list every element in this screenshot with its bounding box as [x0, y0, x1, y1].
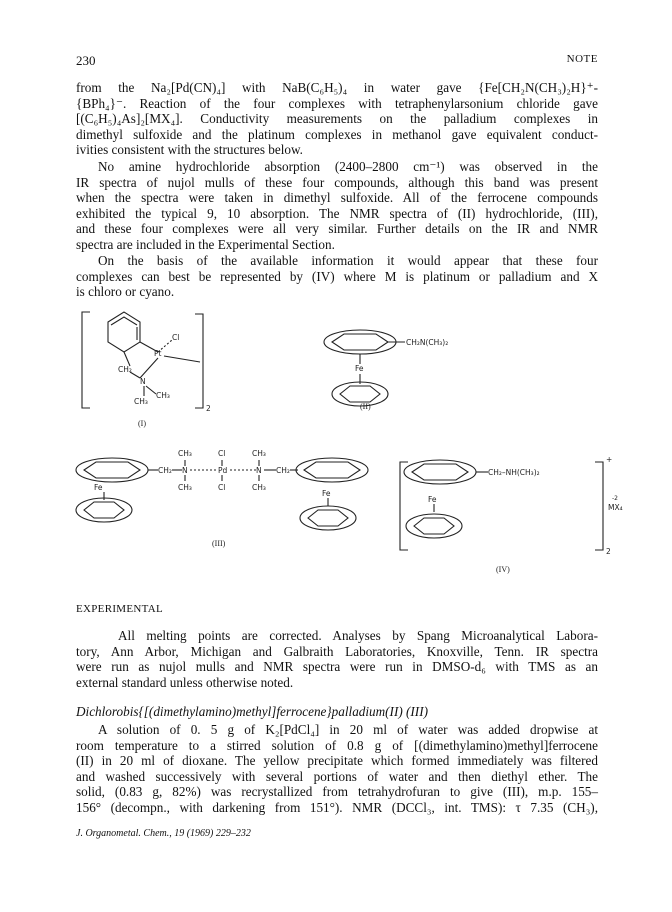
substituent-label: CH₂–NH(CH₃)₂ [488, 468, 540, 477]
text-line: dimethyl sulfoxide and the platinum complexes in methanol gave equivalent conduct- [76, 126, 598, 142]
pt-label: Pt [154, 349, 162, 358]
running-head: NOTE [566, 53, 598, 65]
cl-label: Cl [172, 333, 180, 342]
subscript-label: 2 [206, 404, 211, 413]
amine-paragraph [76, 159, 598, 253]
cl-label: Cl [218, 449, 226, 458]
journal-footer: J. Organometal. Chem., 19 (1969) 229–232 [76, 828, 251, 839]
ch3-label: CH₃ [252, 449, 266, 458]
text-line: spectra are included in the Experimental Section. [76, 236, 335, 252]
text-line: 156° (decompn., with darkening from 151°). NMR (DCCl₃, int. TMS): τ 7.35 (CH₃), [76, 799, 598, 815]
text-line: room temperature to a stirred solution of 0.8 g of [(dimethylamino)methyl]ferrocene [76, 737, 598, 753]
structure-caption: (I) [138, 419, 146, 428]
text-line: were run as nujol mulls and NMR spectra were run in DMSO-d₆ with TMS as an [76, 659, 598, 675]
subsection-heading: Dichlorobis{[(dimethylamino)methyl]ferrocene}palladium(II) (III) [76, 704, 428, 719]
text-line: On the basis of the available information it would appear that these four [98, 253, 598, 268]
text-line: IR spectra of nujol mulls of these four compounds, although this band was present [76, 174, 598, 190]
fe-label: Fe [322, 489, 331, 498]
charge-label: + [606, 455, 613, 464]
text-line: [(C₆H₅)₄As]₂[MX₄]. Conductivity measurements on the palladium complexes in [76, 111, 598, 127]
text-line: tory, Ann Arbor, Michigan and Galbraith Laboratories, Knoxville, Tenn. IR spectra [76, 643, 598, 659]
synthesis-paragraph [76, 722, 598, 816]
text-line: (II) in 20 ml of dioxane. The yellow precipitate which formed immediately was filtered [76, 753, 598, 769]
n-label: N [140, 377, 146, 386]
text-line: solid, (0.83 g, 82%) was recrystallized from tetrahydrofuran to give (III), m.p. 155– [76, 784, 598, 800]
text-line: ivities consistent with the structures below. [76, 142, 303, 158]
structure-III [76, 449, 368, 548]
fe-label: Fe [94, 483, 103, 492]
text-line: from the Na₂[Pd(CN)₄] with NaB(C₆H₅)₄ in water gave {Fe[CH₂N(CH₃)₂H}⁺- [76, 80, 598, 95]
ch2-label: CH₂ [158, 466, 172, 475]
text-line: when the spectra were taken in dimethyl sulfoxide. All of the ferrocene compounds [76, 190, 598, 206]
text-line: external standard unless otherwise noted. [76, 674, 294, 690]
ch3-label: CH₃ [178, 449, 192, 458]
pd-label: Pd [218, 466, 228, 475]
text-line: and these four complexes were all very similar. Further details on the IR and NMR [76, 221, 598, 237]
structure-I [82, 312, 211, 428]
structure-II [324, 330, 448, 411]
text-line: is chloro or cyano. [76, 284, 175, 300]
text-line: complexes can best be represented by (IV) where M is platinum or palladium and X [76, 268, 598, 284]
ch3-label: CH₃ [252, 483, 266, 492]
structure-IV [400, 455, 623, 574]
ch3-label: CH₃ [178, 483, 192, 492]
anion-label: MX₄ [608, 503, 623, 512]
structure-caption: (IV) [496, 565, 510, 574]
text-line: and washed successively with several portions of water and then diethyl ether. The [76, 768, 598, 784]
n-label: N [182, 466, 188, 475]
ch2-label: CH₂ [276, 466, 290, 475]
text-line: exhibited the typical 9, 10 absorption. The NMR spectra of (II) hydrochloride, (III), [76, 205, 598, 221]
structures-figure [60, 300, 623, 590]
subscript-label: 2 [606, 547, 611, 556]
anion-charge: -2 [612, 495, 618, 502]
text-line: A solution of 0. 5 g of K₂[PdCl₄] in 20 ml of water was added dropwise at [98, 722, 598, 737]
fe-label: Fe [428, 495, 437, 504]
text-line: No amine hydrochloride absorption (2400–2800 cm⁻¹) was observed in the [98, 159, 598, 174]
intro-paragraph [76, 80, 598, 158]
text-line: All melting points are corrected. Analyses by Spang Microanalytical Labora- [118, 628, 598, 643]
structure-caption: (III) [212, 539, 226, 548]
ch2-label: CH₂ [118, 365, 132, 374]
conclusion-paragraph [76, 253, 598, 300]
substituent-label: CH₂N(CH₃)₂ [406, 338, 449, 347]
text-line: {BPh₄}⁻. Reaction of the four complexes with tetraphenylarsonium chloride gave [76, 95, 598, 111]
n-label: N [256, 466, 262, 475]
section-heading: EXPERIMENTAL [76, 603, 164, 615]
ch3-label: CH₃ [156, 391, 170, 400]
page-number: 230 [76, 53, 96, 68]
ch3-label: CH₃ [134, 397, 148, 406]
cl-label: Cl [218, 483, 226, 492]
experimental-paragraph [76, 628, 598, 690]
structure-caption: (II) [360, 402, 371, 411]
fe-label: Fe [355, 364, 364, 373]
